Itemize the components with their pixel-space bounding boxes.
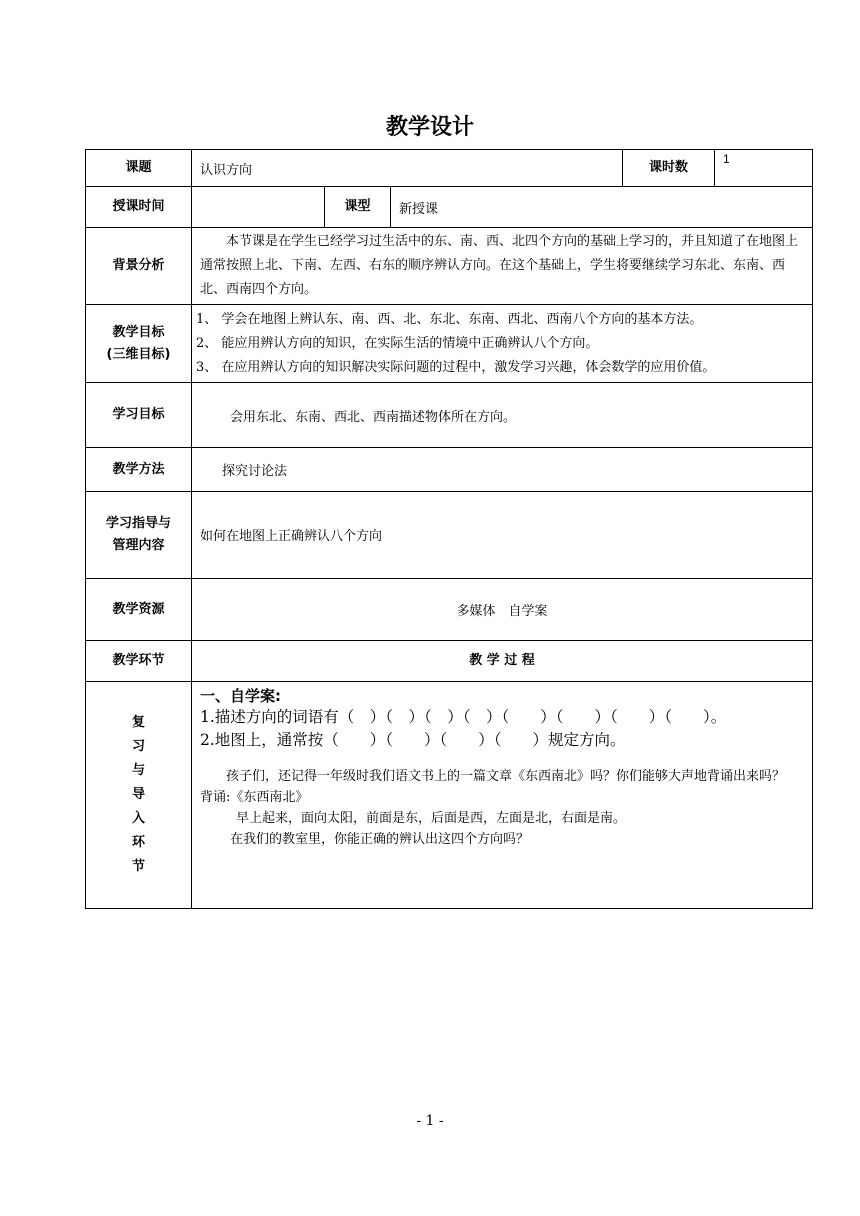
goals-label — [86, 305, 192, 383]
study-goal-label: 学习目标 — [86, 383, 192, 448]
guide-label-line1: 学习指导与 — [105, 516, 171, 531]
background-text: 本节课是在学生已经学习过生活中的东、南、西、北四个方向的基础上学习的，并且知道了在地图上通常按照上北、下南、左西、右东的顺序辨认方向。在这个基础上，学生将要继续学习东北、东南、西北、西南四个方向。 — [192, 228, 813, 305]
method-label: 教学方法 — [86, 448, 192, 492]
vertical-char: 导 — [131, 787, 145, 802]
hours-label: 课时数 — [623, 150, 715, 187]
method-text: 探究讨论法 — [192, 448, 813, 492]
process-label: 教 学 过 程 — [192, 641, 813, 682]
row-study-goal — [86, 383, 813, 448]
resource-label: 教学资源 — [86, 579, 192, 641]
row-stage-header — [86, 641, 813, 682]
section-heading: 一、自学案: — [200, 687, 281, 705]
goals-list — [192, 305, 813, 383]
row-review-section — [86, 682, 813, 909]
row-background — [86, 228, 813, 305]
vertical-char: 入 — [131, 811, 145, 826]
question-1: 1.描述方向的词语有（ ）（ ）（ ）（ ）（ ）（ ）（ ）（ ）。 — [200, 708, 727, 726]
vertical-char: 复 — [131, 715, 145, 730]
row-resource — [86, 579, 813, 641]
vertical-char: 环 — [131, 835, 145, 850]
section-vertical-label — [86, 682, 192, 909]
guide-label-line2: 管理内容 — [112, 538, 165, 553]
topic-value: 认识方向 — [192, 150, 623, 187]
row-guide — [86, 492, 813, 579]
page-number: - 1 - — [416, 1113, 444, 1129]
vertical-char: 节 — [131, 859, 145, 874]
row-time-type — [86, 187, 813, 228]
goal-item-1: 1、 学会在地图上辨认东、南、西、北、东北、东南、西北、西南八个方向的基本方法。 — [196, 311, 703, 327]
hours-value: 1 — [715, 150, 813, 187]
row-goals — [86, 305, 813, 383]
process-content — [192, 682, 813, 909]
question-2: 2.地图上，通常按（ ）（ ）（ ）（ ）规定方向。 — [200, 731, 626, 749]
closing-question: 在我们的教室里，你能正确的辨认出这四个方向吗？ — [230, 832, 530, 847]
type-label: 课型 — [325, 187, 391, 228]
time-label: 授课时间 — [86, 187, 192, 228]
resource-text: 多媒体 自学案 — [192, 579, 813, 641]
stage-label: 教学环节 — [86, 641, 192, 682]
vertical-char: 习 — [131, 739, 145, 754]
guide-label — [86, 492, 192, 579]
document-title: 教学设计 — [385, 115, 474, 140]
intro-paragraph: 孩子们，还记得一年级时我们语文书上的一篇文章《东西南北》吗？你们能够大声地背诵出来吗？ — [226, 769, 786, 784]
goals-label-line1: 教学目标 — [112, 324, 165, 340]
background-label: 背景分析 — [86, 228, 192, 305]
guide-text: 如何在地图上正确辨认八个方向 — [192, 492, 813, 579]
goal-item-2: 2、 能应用辨认方向的知识，在实际生活的情境中正确辨认八个方向。 — [196, 335, 599, 351]
row-topic — [86, 150, 813, 187]
poem-text: 早上起来，面向太阳，前面是东，后面是西，左面是北，右面是南。 — [236, 811, 627, 826]
vertical-char: 与 — [131, 763, 145, 778]
topic-label: 课题 — [86, 150, 192, 187]
lesson-plan-table — [85, 149, 813, 909]
goals-label-line2: (三维目标) — [106, 346, 171, 362]
goal-item-3: 3、 在应用辨认方向的知识解决实际问题的过程中，激发学习兴趣，体会数学的应用价值。 — [196, 359, 716, 375]
type-value: 新授课 — [391, 187, 813, 228]
time-value — [192, 187, 325, 228]
recite-label: 背诵:《东西南北》 — [200, 790, 309, 805]
row-method — [86, 448, 813, 492]
study-goal-text: 会用东北、东南、西北、西南描述物体所在方向。 — [192, 383, 813, 448]
